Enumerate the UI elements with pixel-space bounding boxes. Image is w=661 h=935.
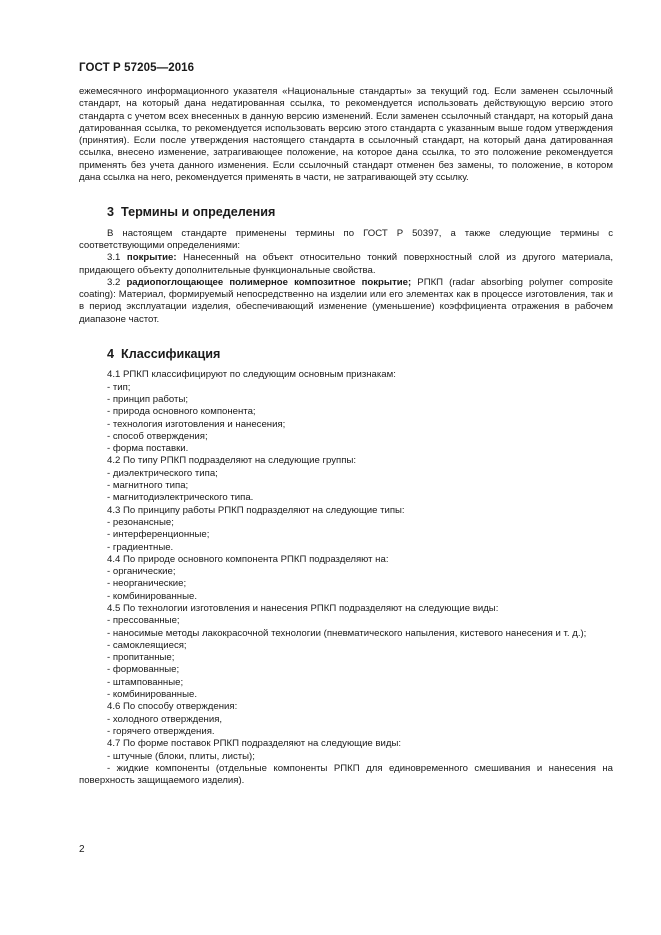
term-3-2-definition: РПКП (radar absorbing polymer composite coating): Материал, формируемый непосредственно на изделии или его элементах как в процессе изготовления, так и в период эксплуатации изделия, обеспечивающий изменение (уменьшение) коэффициента отражения в рабочем диапазоне частот.: [79, 276, 613, 325]
list-item: - формованные;: [107, 664, 180, 676]
list-item: - горячего отверждения.: [107, 725, 215, 737]
section-3-heading: [79, 206, 613, 218]
list-item: - резонансные;: [107, 516, 174, 528]
list-item: - неорганические;: [107, 578, 187, 590]
list-item: - технология изготовления и нанесения;: [107, 418, 286, 430]
term-3-2: [79, 277, 613, 326]
list-item: - жидкие компоненты (отдельные компоненты РПКП для единовременного смешивания и нанесения на поверхность защищаемого изделия).: [79, 762, 613, 787]
list-item: - наносимые методы лакокрасочной технологии (пневматического напыления, кистевого нанесения и т. д.);: [107, 627, 587, 639]
term-3-1-name: покрытие:: [126, 252, 177, 264]
clause-4-7-lead: 4.7 По форме поставок РПКП подразделяют на следующие виды:: [107, 738, 402, 750]
list-item: - прессованные;: [107, 615, 180, 627]
list-item: - пропитанные;: [107, 652, 175, 664]
list-item: - принцип работы;: [107, 393, 189, 405]
clause-4-1-lead: 4.1 РПКП классифицируют по следующим основным признакам:: [107, 369, 396, 381]
list-item: - магнитного типа;: [107, 480, 189, 492]
section-4-title: Классификация: [121, 347, 221, 362]
page-number: 2: [79, 844, 85, 855]
list-item: - форма поставки.: [107, 443, 189, 455]
list-item: - холодного отверждения,: [107, 713, 223, 725]
list-item: - магнитодиэлектрического типа.: [107, 492, 254, 504]
term-3-1-number: 3.1: [107, 252, 121, 264]
section-3-number: 3: [107, 205, 115, 220]
list-item: - способ отверждения;: [107, 430, 208, 442]
list-item: - самоклеящиеся;: [107, 639, 187, 651]
clause-4-2-lead: 4.2 По типу РПКП подразделяют на следующие группы:: [107, 455, 357, 467]
intro-paragraph: ежемесячного информационного указателя «Национальные стандарты» за текущий год. Если заменен ссылочный стандарт, на который дана недатированная ссылка, то рекомендуется использовать действующую версию этого стандарта с учетом всех внесенных в данную версию изменений. Если заменен ссылочный стандарт, на который дана датированная ссылка, то рекомендуется использовать версию этого стандарта с указанным выше годом утверждения (принятия). Если после утверждения настоящего стандарта в ссылочный стандарт, на который дана датированная ссылка, внесено изменение, затрагивающее положение, на которое дана ссылка, то это положение рекомендуется применять без учета данного изменения. Если ссылочный стандарт отменен без замены, то положение, в котором дана ссылка на него, рекомендуется применять в части, не затрагивающей эту ссылку.: [79, 86, 613, 184]
list-item: - комбинированные.: [107, 689, 197, 701]
clause-4-6-lead: 4.6 По способу отверждения:: [107, 701, 238, 713]
term-3-1: [79, 252, 613, 277]
clause-4-5-lead: 4.5 По технологии изготовления и нанесения РПКП подразделяют на следующие виды:: [107, 602, 499, 614]
clause-4-4-lead: 4.4 По природе основного компонента РПКП подразделяют на:: [107, 553, 389, 565]
section-4-number: 4: [107, 347, 115, 362]
section-4-heading: [79, 348, 613, 360]
list-item: - природа основного компонента;: [107, 406, 256, 418]
clause-4-3-lead: 4.3 По принципу работы РПКП подразделяют на следующие типы:: [107, 504, 405, 516]
list-item: - комбинированные.: [107, 590, 197, 602]
document-header: ГОСТ Р 57205—2016: [79, 62, 195, 74]
term-3-2-name: радиопоглощающее полимерное композитное покрытие;: [126, 276, 412, 288]
list-item: - диэлектрического типа;: [107, 467, 218, 479]
list-item: - интерференционные;: [107, 529, 210, 541]
list-item: - тип;: [107, 381, 131, 393]
term-3-2-number: 3.2: [107, 276, 121, 288]
list-item: - градиентные.: [107, 541, 174, 553]
list-item: - органические;: [107, 566, 176, 578]
section-3-intro: В настоящем стандарте применены термины по ГОСТ Р 50397, а также следующие термины с соответствующими определениями:: [79, 227, 613, 251]
list-item: - штучные (блоки, плиты, листы);: [107, 750, 255, 762]
term-3-1-definition: Нанесенный на объект относительно тонкий поверхностный слой из другого материала, придающего объекту дополнительные функциональные свойства.: [79, 252, 614, 276]
document-body: [79, 86, 613, 787]
section-3-title: Термины и определения: [121, 205, 276, 220]
list-item: - штампованные;: [107, 676, 184, 688]
